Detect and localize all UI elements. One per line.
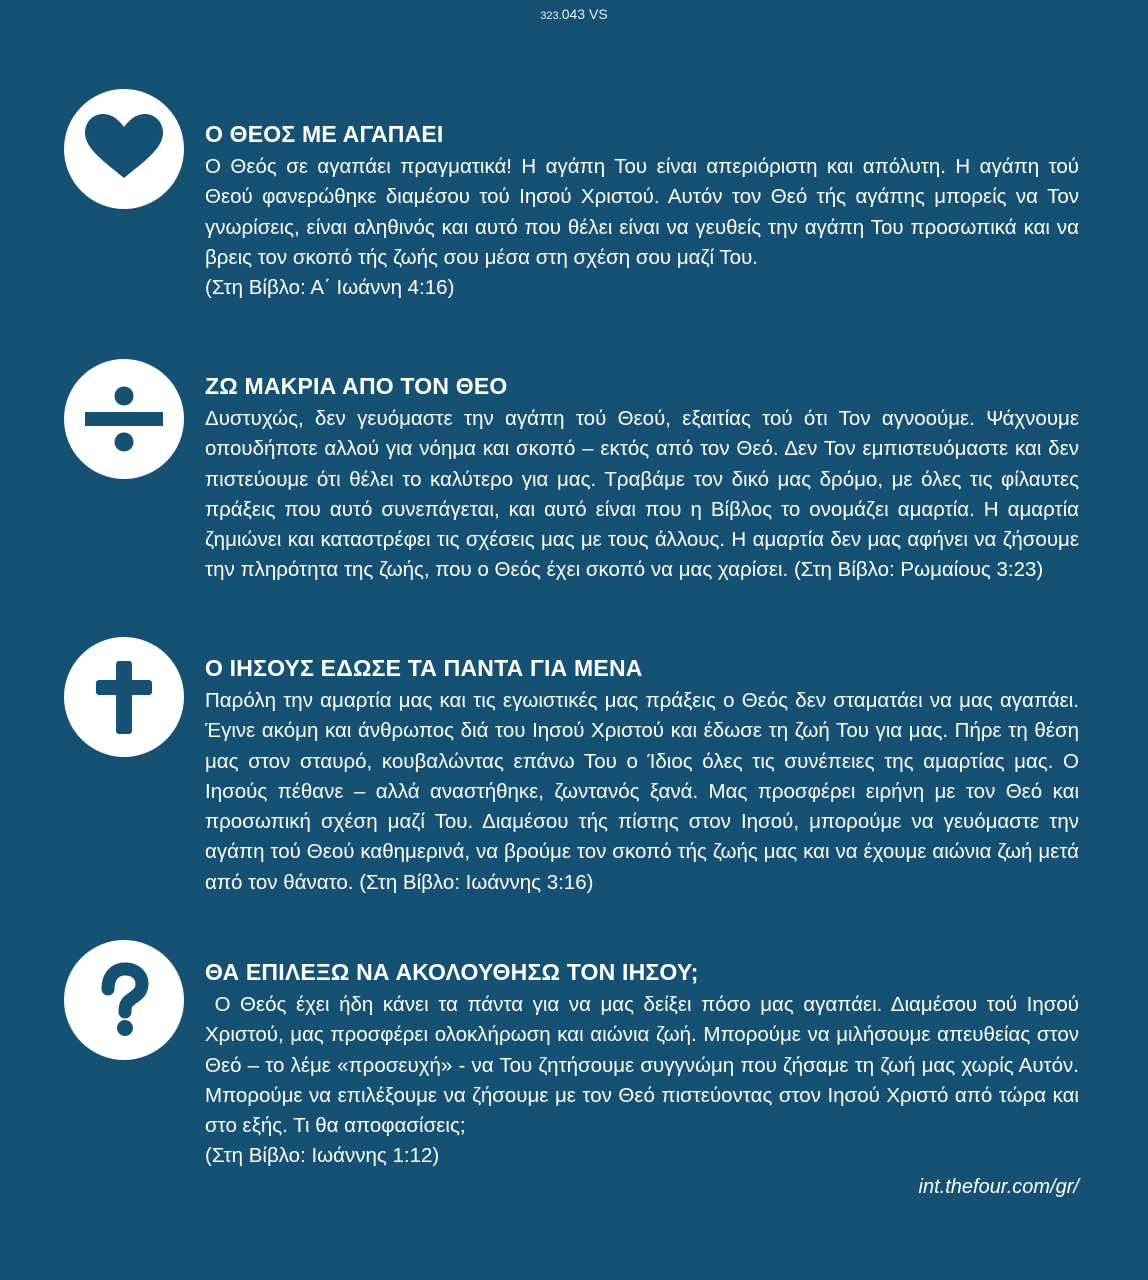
section-body: Παρόλη την αμαρτία μας και τις εγωιστικές μας πράξεις ο Θεός δεν σταματάει να μας αγαπάει. Έγινε ακόμη και άνθρωπος διά του Ιησού Χριστού και έδωσε τη ζωή Του για μας. Πήρε τη θέση μας στον σταυρό, κουβαλώντας επάνω Του ο Ίδιος όλες τις συνέπειες της αμαρτίας μας. Ο Ιησούς πέθανε – αλλά αναστήθηκε, ζωντανός ξανά. Μας προσφέρει ειρήνη με τον Θεό και προσωπική σχέση μαζί Του. Διαμέσου τής πίστης στον Ιησού, μπορούμε να γευόμαστε την αγάπη τού Θεού καθημερινά, να βρούμε τον σκοπό τής ζωής μας και να έχουμε αιώνια ζωή μετά από τον θάνατο. (Στη Βίβλο: Ιωάννης 3:16) <box>205 689 1079 894</box>
version-label <box>0 6 1148 22</box>
section-text <box>205 958 1085 1171</box>
section-heading: ΖΩ ΜΑΚΡΙΑ ΑΠΟ ΤΟΝ ΘΕΟ <box>205 373 508 399</box>
version-prefix: 323. <box>540 10 562 22</box>
section-heading: ΘΑ ΕΠΙΛΕΞΩ ΝΑ ΑΚΟΛΟΥΘΗΣΩ ΤΟΝ ΙΗΣΟΥ; <box>205 959 699 985</box>
section-text <box>205 120 1079 303</box>
section-body: Ο Θεός σε αγαπάει πραγματικά! Η αγάπη Του είναι απεριόριστη και απόλυτη. Η αγάπη τού Θεού φανερώθηκε διαμέσου τού Ιησού Χριστού. Αυτόν τον Θεό τής αγάπης μπορείς να Τον γνωρίσεις, είναι αληθινός και αυτό που θέλει είναι να γευθείς την αγάπη Του προσωπικά και να βρεις τον σκοπό τής ζωής σου μέσα στη σχέση σου μαζί Του. <box>205 155 1079 269</box>
version-code: 043 VS <box>561 6 608 22</box>
website-link[interactable]: int.thefour.com/gr/ <box>918 1176 1079 1198</box>
section-heading: Ο ΙΗΣΟΥΣ ΕΔΩΣΕ ΤΑ ΠΑΝΤΑ ΓΙΑ ΜΕΝΑ <box>205 655 643 681</box>
heart-icon <box>64 89 184 209</box>
section-body: Δυστυχώς, δεν γευόμαστε την αγάπη τού Θεού, εξαιτίας τού ότι Τον αγνοούμε. Ψάχνουμε οπουδήποτε αλλού για νόημα και σκοπό – εκτός από τον Θεό. Δεν Τον εμπιστευόμαστε και δεν πιστεύουμε ότι θέλει το καλύτερο για μας. Τραβάμε τον δικό μας δρόμο, με όλες τις φίλαυτες πράξεις που αυτό συνεπάγεται, και αυτό είναι που η Βίβλος το ονομάζει αμαρτία. Η αμαρτία ζημιώνει και καταστρέφει τις σχέσεις μας με τους άλλους. Η αμαρτία δεν μας αφήνει να ζήσουμε την πληρότητα της ζωής, που ο Θεός έχει σκοπό να μας χαρίσει. (Στη Βίβλο: Ρωμαίους 3:23) <box>205 407 1079 582</box>
section-body: Ο Θεός έχει ήδη κάνει τα πάντα για να μας δείξει πόσο μας αγαπάει. Διαμέσου τού Ιησού Χριστού, μας προσφέρει ολοκλήρωση και αιώνια ζωή. Μπορούμε να μιλήσουμε απευθείας στον Θεό – το λέμε «προσευχή» - να Του ζητήσουμε συγγνώμη που ζήσαμε τη ζωή μας χωρίς Αυτόν. Μπορούμε να επιλέξουμε να ζήσουμε με τον Θεό πιστεύοντας στον Ιησού Χριστό από τώρα και στο εξής. Τι θα αποφασίσεις; <box>205 993 1085 1138</box>
bible-reference: (Στη Βίβλο: Α΄ Ιωάννη 4:16) <box>205 276 455 300</box>
section-heading: Ο ΘΕΟΣ ΜΕ ΑΓΑΠΑΕΙ <box>205 121 444 147</box>
question-mark-icon <box>64 940 184 1060</box>
section-text <box>205 654 1079 898</box>
section-text <box>205 372 1079 586</box>
cross-icon <box>64 637 184 757</box>
division-icon <box>64 359 184 479</box>
bible-reference: (Στη Βίβλο: Ιωάννης 1:12) <box>205 1144 440 1168</box>
